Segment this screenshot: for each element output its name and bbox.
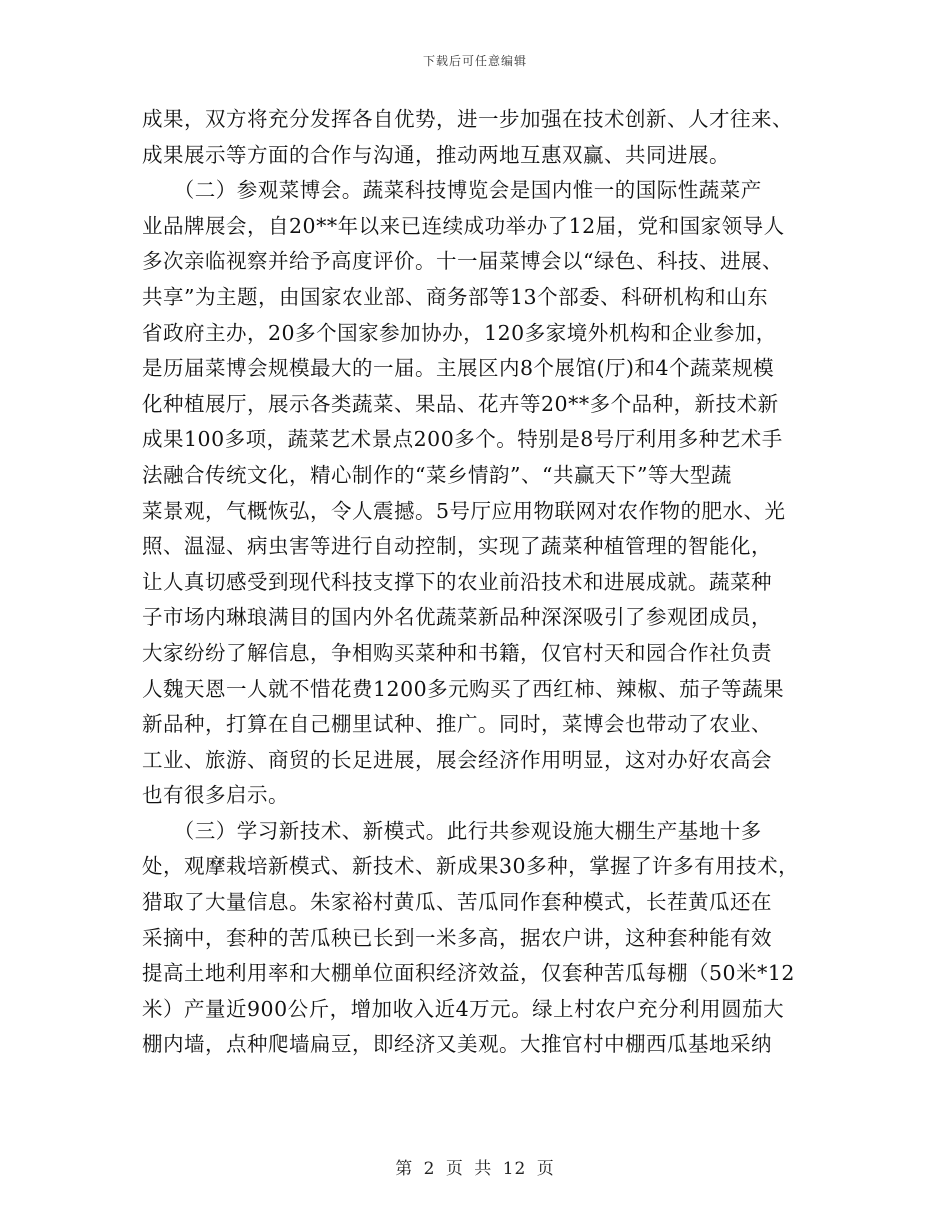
text-line: 采摘中，套种的苦瓜秧已长到一米多高，据农户讲，这种套种能有效 (142, 925, 772, 950)
text-line: 业品牌展会，自20**年以来已连续成功举办了12届，党和国家领导人 (142, 213, 785, 238)
text-line: 省政府主办，20多个国家参加协办，120多家境外机构和企业参加， (142, 320, 777, 345)
text-line: 成果展示等方面的合作与沟通，推动两地互惠双赢、共同进展。 (142, 142, 730, 167)
text-line: 让人真切感受到现代科技支撑下的农业前沿技术和进展成就。蔬菜种 (142, 569, 772, 594)
text-line: 猎取了大量信息。朱家裕村黄瓜、苦瓜同作套种模式，长茬黄瓜还在 (142, 890, 772, 915)
text-line: 法融合传统文化，精心制作的“菜乡情韵”、“共赢天下”等大型蔬 (142, 462, 732, 487)
text-line: 提高土地利用率和大棚单位面积经济效益，仅套种苦瓜每棚（50米*12 (142, 961, 795, 986)
text-line: 米）产量近900公斤，增加收入近4万元。绿上村农户充分利用圆茄大 (142, 996, 785, 1021)
text-line: （三）学习新技术、新模式。此行共参观设施大棚生产基地十多 (142, 818, 762, 843)
text-line: 成果100多项，蔬菜艺术景点200多个。特别是8号厅利用多种艺术手 (142, 427, 783, 452)
text-line: 多次亲临视察并给予高度评价。十一届菜博会以“绿色、科技、进展、 (142, 249, 783, 274)
text-line: 菜景观，气概恢弘，令人震撼。5号厅应用物联网对农作物的肥水、光 (142, 498, 786, 523)
text-line: 处，观摩栽培新模式、新技术、新成果30多种，掌握了许多有用技术， (142, 854, 800, 879)
page-header: 下载后可任意编辑 (422, 54, 527, 68)
text-line: 工业、旅游、商贸的长足进展，展会经济作用明显，这对办好农高会 (142, 747, 772, 772)
text-line: 也有很多启示。 (142, 783, 289, 808)
text-line: 子市场内琳琅满目的国内外名优蔬菜新品种深深吸引了参观团成员， (142, 605, 772, 630)
document-body (142, 102, 822, 1063)
text-line: 照、温湿、病虫害等进行自动控制，实现了蔬菜种植管理的智能化， (142, 534, 772, 559)
text-line: （二）参观菜博会。蔬菜科技博览会是国内惟一的国际性蔬菜产 (142, 178, 762, 203)
text-line: 共享”为主题，由国家农业部、商务部等13个部委、科研机构和山东 (142, 284, 769, 309)
text-line: 化种植展厅，展示各类蔬菜、果品、花卉等20**多个品种，新技术新 (142, 391, 779, 416)
text-line: 是历届菜博会规模最大的一届。主展区内8个展馆(厅)和4个蔬菜规模 (142, 356, 775, 381)
text-line: 大家纷纷了解信息，争相购买菜种和书籍，仅官村天和园合作社负责 (142, 640, 772, 665)
text-line: 人魏天恩一人就不惜花费1200多元购买了西红柿、辣椒、茄子等蔬果 (142, 676, 785, 701)
page-number-footer: 第 2 页 共 12 页 (395, 1159, 555, 1179)
text-line: 成果，双方将充分发挥各自优势，进一步加强在技术创新、人才往来、 (142, 107, 793, 131)
text-line: 棚内墙，点种爬墙扁豆，即经济又美观。大推官村中棚西瓜基地采纳 (142, 1032, 772, 1057)
text-line: 新品种，打算在自己棚里试种、推广。同时，菜博会也带动了农业、 (142, 712, 772, 737)
